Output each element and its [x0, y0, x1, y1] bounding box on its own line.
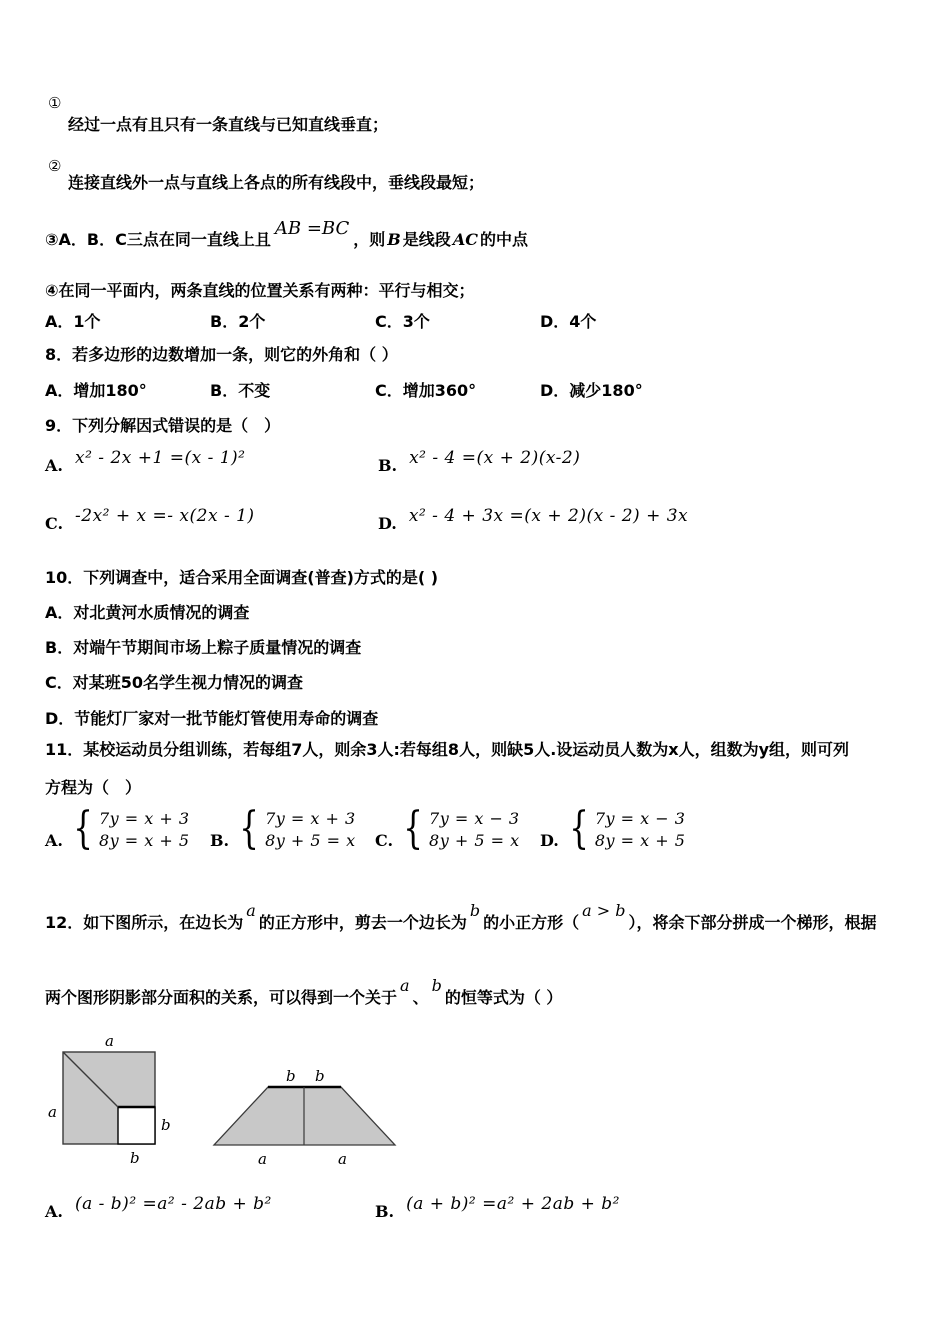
q8-stem: 8．若多边形的边数增加一条，则它的外角和（ ）: [45, 345, 398, 364]
trapezoid-figure: [205, 1062, 405, 1170]
q9-option-c: C. -2x² + x =- x(2x - 1): [45, 506, 255, 533]
q9-formula-b: x² - 4 =(x + 2)(x-2): [409, 448, 581, 468]
q12-formula-b: (a + b)² =a² + 2ab + b²: [406, 1194, 620, 1214]
brace-icon: {: [239, 803, 259, 854]
q11-option-a: A. { 7y = x + 3 8y = x + 5: [45, 803, 190, 854]
q9-option-d: D. x² - 4 + 3x =(x + 2)(x - 2) + 3x: [378, 506, 689, 533]
q8-option-a: A．增加180°: [45, 381, 147, 400]
statement-3-var-ac: AC: [452, 230, 478, 249]
q10-option-b: B．对端午节期间市场上粽子质量情况的调查: [45, 638, 362, 657]
q12-var-a2: a: [400, 976, 410, 995]
q11-stem-line2: 方程为（ ）: [45, 778, 142, 797]
q8-option-b: B．不变: [210, 381, 271, 400]
q11-option-d: D. { 7y = x − 3 8y = x + 5: [540, 803, 686, 854]
brace-icon: {: [73, 803, 93, 854]
q11-c-eq1: 7y = x − 3: [429, 809, 520, 828]
brace-icon: {: [403, 803, 423, 854]
square-label-left: a: [48, 1103, 57, 1121]
square-figure: [45, 1032, 220, 1167]
q12-var-b: b: [469, 901, 481, 920]
q9-option-a: A. x² - 2x +1 =(x - 1)²: [45, 448, 246, 475]
q12-stem-line1: 12．如下图所示，在边长为a的正方形中，剪去一个边长为b的小正方形（a > b），将余下部分拼成一个梯形，根据: [45, 901, 877, 932]
statement-3-mid1: ，则: [353, 230, 386, 249]
q11-d-eq2: 8y = x + 5: [594, 831, 686, 850]
trapezoid-label-top1: b: [286, 1067, 296, 1085]
statement-1-marker: ①: [48, 94, 62, 112]
trapezoid-label-bottom2: a: [338, 1150, 347, 1168]
q10-option-d: D．节能灯厂家对一批节能灯管使用寿命的调查: [45, 709, 379, 728]
count-option-c: C．3个: [375, 312, 430, 331]
q12-stem-line2: 两个图形阴影部分面积的关系，可以得到一个关于a、b的恒等式为（ ）: [45, 976, 563, 1007]
statement-3-prefix: ③A．B．C三点在同一直线上且: [45, 230, 271, 249]
q11-option-c: C. { 7y = x − 3 8y + 5 = x: [375, 803, 520, 854]
trapezoid-label-bottom1: a: [258, 1150, 267, 1168]
count-option-d: D．4个: [540, 312, 597, 331]
q8-option-c: C．增加360°: [375, 381, 477, 400]
q9-formula-d: x² - 4 + 3x =(x + 2)(x - 2) + 3x: [408, 506, 689, 526]
q11-a-eq2: 8y = x + 5: [98, 831, 190, 850]
q9-formula-a: x² - 2x +1 =(x - 1)²: [74, 448, 246, 468]
q11-option-b: B. { 7y = x + 3 8y + 5 = x: [210, 803, 356, 854]
count-option-b: B．2个: [210, 312, 266, 331]
q9-formula-c: -2x² + x =- x(2x - 1): [75, 506, 255, 526]
q12-var-b2: b: [431, 976, 442, 995]
statement-3-mid2: 是线段: [402, 230, 451, 249]
q11-b-eq1: 7y = x + 3: [265, 809, 356, 828]
statement-3-math: AB =BC: [274, 218, 350, 239]
statement-2-text: 连接直线外一点与直线上各点的所有线段中，垂线段最短；: [68, 173, 485, 192]
square-label-bottom: b: [130, 1149, 140, 1167]
q10-option-c: C．对某班50名学生视力情况的调查: [45, 673, 304, 692]
statement-2-marker: ②: [48, 157, 62, 175]
square-label-right: b: [161, 1116, 171, 1134]
square-label-top: a: [105, 1032, 114, 1050]
q11-c-eq2: 8y + 5 = x: [429, 831, 520, 850]
q12-option-a: A. (a - b)² =a² - 2ab + b²: [45, 1194, 272, 1221]
trapezoid-label-top2: b: [315, 1067, 325, 1085]
q11-a-eq1: 7y = x + 3: [98, 809, 190, 828]
q11-b-eq2: 8y + 5 = x: [265, 831, 356, 850]
q12-option-b: B. (a + b)² =a² + 2ab + b²: [375, 1194, 620, 1221]
q11-stem-line1: 11．某校运动员分组训练，若每组7人，则余3人:若每组8人，则缺5人.设运动员人数为x人，组数为y组，则可列: [45, 740, 850, 759]
q9-stem: 9．下列分解因式错误的是（ ）: [45, 416, 281, 435]
cut-white-square: [118, 1107, 155, 1144]
q10-option-a: A．对北黄河水质情况的调查: [45, 603, 250, 622]
statement-1-text: 经过一点有且只有一条直线与已知直线垂直；: [68, 115, 389, 134]
statement-4-text: ④在同一平面内，两条直线的位置关系有两种：平行与相交；: [45, 281, 475, 300]
statement-3-var-b: B: [387, 230, 401, 249]
q11-d-eq1: 7y = x − 3: [594, 809, 686, 828]
statement-3: [45, 218, 528, 250]
q9-option-b: B. x² - 4 =(x + 2)(x-2): [378, 448, 581, 475]
q10-stem: 10．下列调查中，适合采用全面调查(普查)方式的是( ): [45, 568, 439, 587]
statement-3-suffix: 的中点: [479, 230, 528, 249]
brace-icon: {: [569, 803, 589, 854]
q12-var-a: a: [246, 901, 256, 920]
q12-formula-a: (a - b)² =a² - 2ab + b²: [74, 1194, 272, 1214]
q8-option-d: D．减少180°: [540, 381, 643, 400]
q12-cond: a > b: [582, 901, 626, 920]
count-option-a: A．1个: [45, 312, 101, 331]
